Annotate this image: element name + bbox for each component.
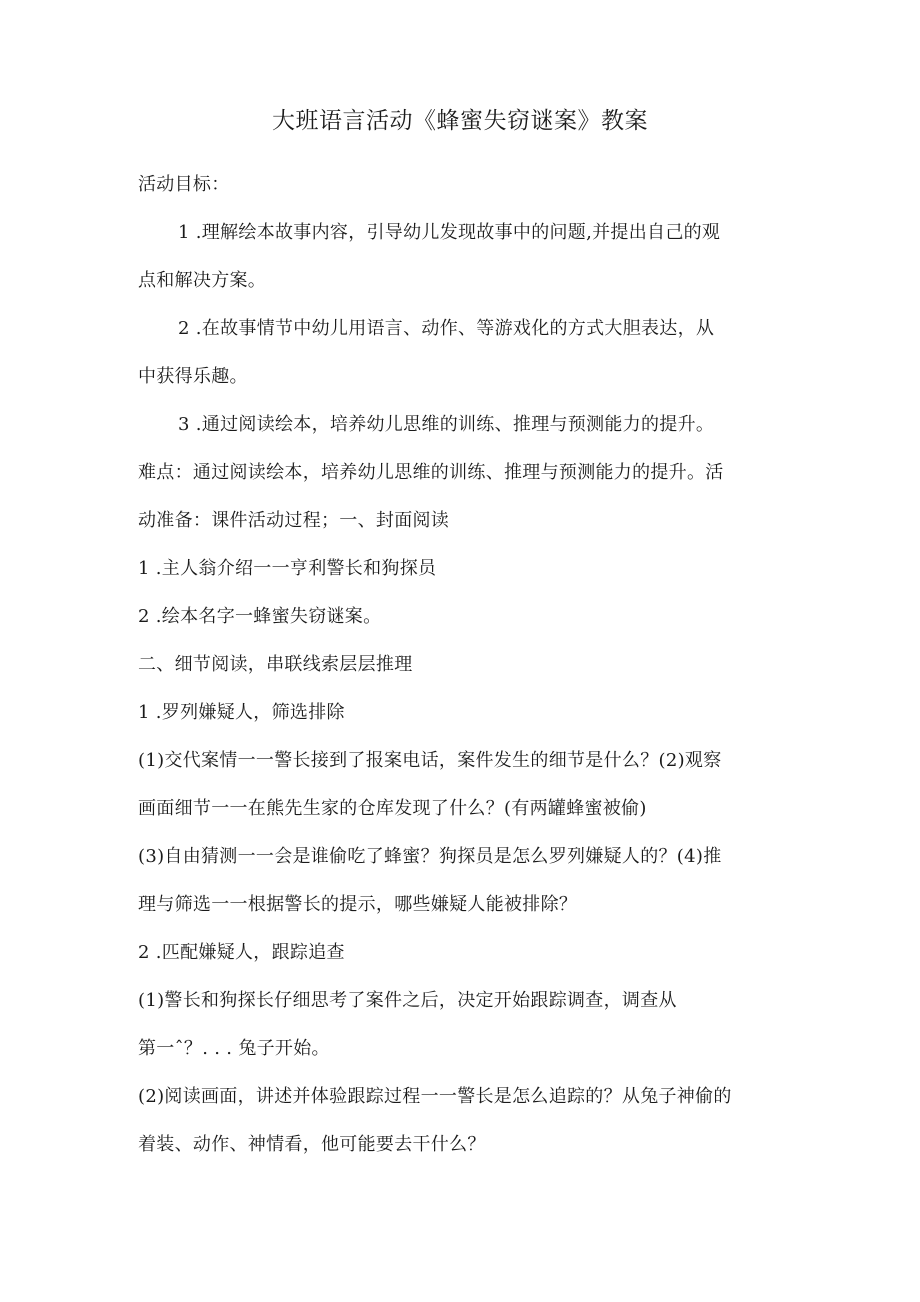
- goal-3-line: 3 .通过阅读绘本，培养幼儿思维的训练、推理与预测能力的提升。: [178, 414, 715, 435]
- cover-item-1: 1 .主人翁介绍一一亨利警长和狗探员: [138, 558, 437, 579]
- goal-1-line-2: 点和解决方案。: [138, 270, 267, 291]
- goal-1-line-1: 1 .理解绘本故事内容，引导幼儿发现故事中的问题,并提出自己的观: [178, 222, 721, 243]
- section-heading-detail: 二、细节阅读，串联线索层层推理: [138, 654, 413, 675]
- detail-item-1: 1 .罗列嫌疑人，筛选排除: [138, 702, 345, 723]
- difficulty-line-2: 动准备：课件活动过程；一、封面阅读: [138, 510, 450, 531]
- document-title: 大班语言活动《蜂蜜失窃谜案》教案: [272, 108, 648, 134]
- detail-paragraph-2-line-1: (3)自由猜测一一会是谁偷吃了蜂蜜？狗探员是怎么罗列嫌疑人的？(4)推: [138, 846, 722, 867]
- goal-2-line-2: 中获得乐趣。: [138, 366, 248, 387]
- goal-2-line-1: 2 .在故事情节中幼儿用语言、动作、等游戏化的方式大胆表达，从: [178, 318, 715, 339]
- detail-paragraph-1-line-2: 画面细节一一在熊先生家的仓库发现了什么？(有两罐蜂蜜被偷): [138, 798, 647, 819]
- detail-paragraph-4-line-1: (2)阅读画面，讲述并体验跟踪过程一一警长是怎么追踪的？从兔子神偷的: [138, 1086, 732, 1107]
- detail-paragraph-1-line-1: (1)交代案情一一警长接到了报案电话，案件发生的细节是什么？(2)观察: [138, 750, 722, 771]
- detail-paragraph-4-line-2: 着装、动作、神情看，他可能要去干什么？: [138, 1134, 486, 1155]
- section-heading-goals: 活动目标：: [138, 174, 230, 195]
- difficulty-line-1: 难点：通过阅读绘本，培养幼儿思维的训练、推理与预测能力的提升。活: [138, 462, 724, 483]
- cover-item-2: 2 .绘本名字一蜂蜜失窃谜案。: [138, 606, 382, 627]
- detail-paragraph-2-line-2: 理与筛选一一根据警长的提示，哪些嫌疑人能被排除？: [138, 894, 578, 915]
- detail-paragraph-3-line-2: 第一ˆ？. . . 兔子开始。: [138, 1038, 330, 1059]
- detail-item-2: 2 .匹配嫌疑人，跟踪追查: [138, 942, 345, 963]
- detail-paragraph-3-line-1: (1)警长和狗探长仔细思考了案件之后，决定开始跟踪调查，调查从: [138, 990, 677, 1011]
